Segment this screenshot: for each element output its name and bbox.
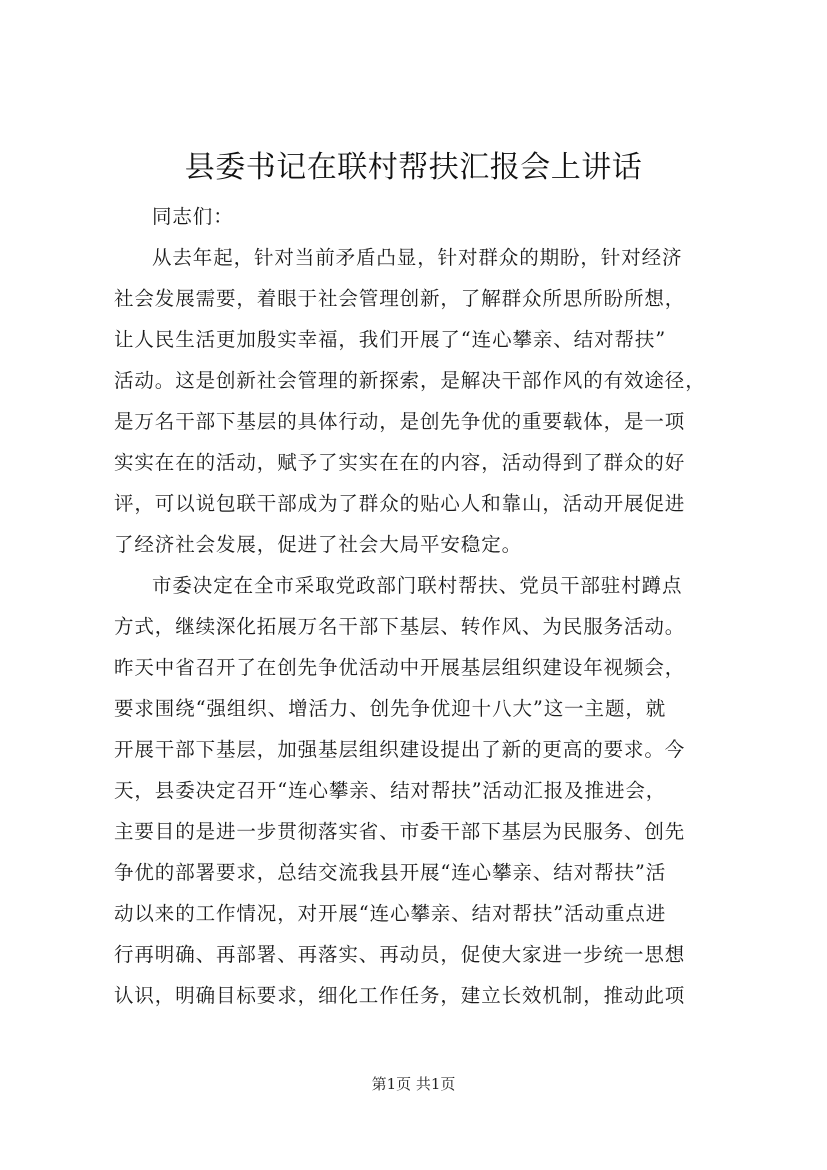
paragraph-line: 从去年起，针对当前矛盾凸显，针对群众的期盼，针对经济 xyxy=(152,246,683,269)
paragraph-line: 活动。这是创新社会管理的新探索，是解决干部作风的有效途径， xyxy=(114,369,706,392)
paragraph-line: 争优的部署要求，总结交流我县开展“连心攀亲、结对帮扶”活 xyxy=(114,861,667,884)
paragraph-line: 评，可以说包联干部成为了群众的贴心人和靠山，活动开展促进 xyxy=(114,492,686,515)
paragraph-line: 市委决定在全市采取党政部门联村帮扶、党员干部驻村蹲点 xyxy=(152,574,683,597)
paragraph-line: 开展干部下基层，加强基层组织建设提出了新的更高的要求。今 xyxy=(114,738,686,761)
paragraph-line: 要求围绕“强组织、增活力、创先争优迎十八大”这一主题，就 xyxy=(114,697,667,720)
salutation: 同志们： xyxy=(152,205,234,228)
paragraph-line: 行再明确、再部署、再落实、再动员，促使大家进一步统一思想 xyxy=(114,943,686,966)
paragraph-line: 让人民生活更加殷实幸福，我们开展了“连心攀亲、结对帮扶” xyxy=(114,328,667,351)
paragraph-line: 昨天中省召开了在创先争优活动中开展基层组织建设年视频会， xyxy=(114,656,686,679)
paragraph-line: 了经济社会发展，促进了社会大局平安稳定。 xyxy=(114,533,523,556)
paragraph-line: 天，县委决定召开“连心攀亲、结对帮扶”活动汇报及推进会， xyxy=(114,779,667,802)
paragraph-line: 主要目的是进一步贯彻落实省、市委干部下基层为民服务、创先 xyxy=(114,820,686,843)
paragraph-line: 实实在在的活动，赋予了实实在在的内容，活动得到了群众的好 xyxy=(114,451,686,474)
page-footer: 第1页 共1页 xyxy=(371,1075,456,1093)
paragraph-line: 是万名干部下基层的具体行动，是创先争优的重要载体，是一项 xyxy=(114,410,686,433)
document-title: 县委书记在联村帮扶汇报会上讲话 xyxy=(184,150,643,185)
paragraph-line: 方式，继续深化拓展万名干部下基层、转作风、为民服务活动。 xyxy=(114,615,686,638)
paragraph-line: 动以来的工作情况，对开展“连心攀亲、结对帮扶”活动重点进 xyxy=(114,902,667,925)
paragraph-line: 社会发展需要，着眼于社会管理创新，了解群众所思所盼所想， xyxy=(114,287,686,310)
paragraph-line: 认识，明确目标要求，细化工作任务，建立长效机制，推动此项 xyxy=(114,984,686,1007)
